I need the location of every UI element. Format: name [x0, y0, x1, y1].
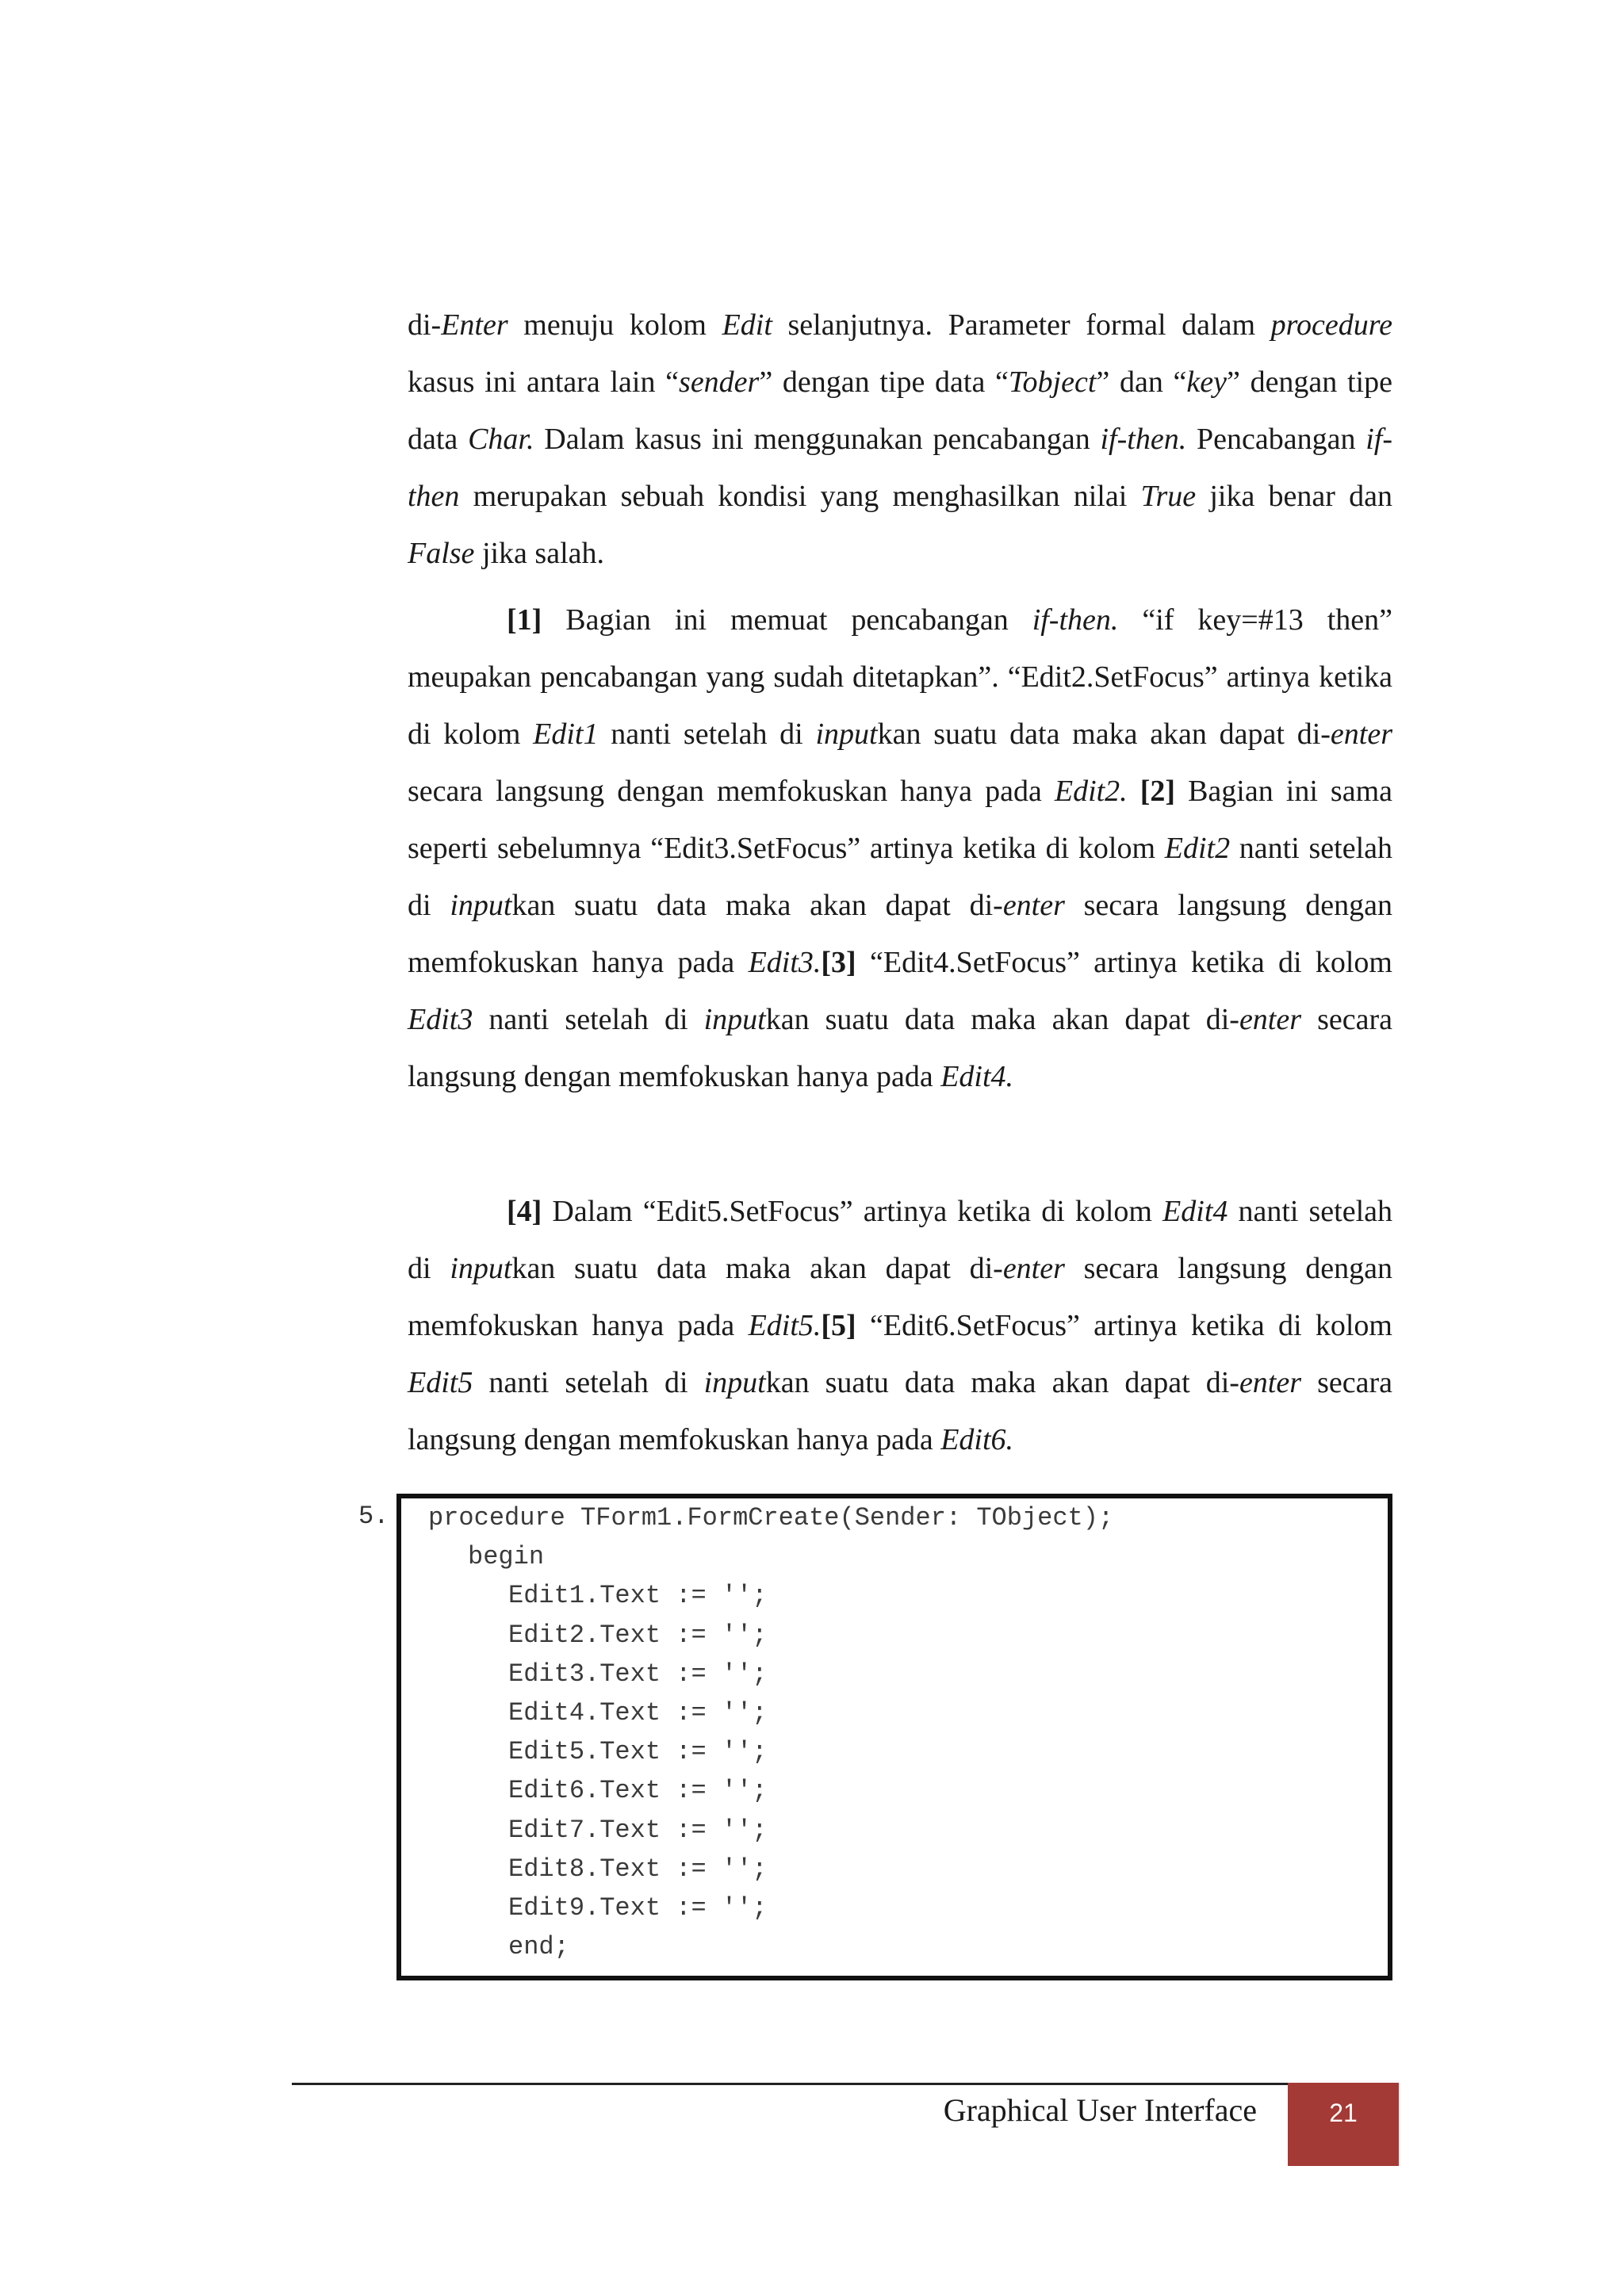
text-run: kan suatu data maka akan dapat di-: [511, 1252, 1003, 1285]
code-line: Edit4.Text := '';: [508, 1698, 768, 1728]
italic-term: enter: [1002, 1252, 1065, 1285]
text-run: “Edit6.SetFocus” artinya ketika di kolom: [856, 1309, 1392, 1342]
italic-term: True: [1140, 480, 1197, 513]
italic-term: procedure: [1270, 308, 1392, 342]
text-run: secara langsung dengan memfokuskan hanya pada: [408, 1003, 1392, 1093]
text-run: Bagian ini memuat pencabangan: [542, 603, 1032, 637]
italic-term: sender: [679, 365, 760, 399]
italic-term: Edit5.: [748, 1309, 822, 1342]
italic-term: Edit2: [1164, 832, 1231, 865]
code-line: Edit6.Text := '';: [508, 1776, 768, 1806]
italic-term: Edit3: [408, 1003, 473, 1036]
body-paragraph-2: [408, 591, 1392, 1105]
italic-term: Edit: [722, 308, 772, 342]
text-run: selanjutnya. Parameter formal dalam: [772, 308, 1271, 342]
italic-term: Edit2.: [1054, 775, 1128, 808]
text-run: di-: [408, 308, 442, 342]
text-run: secara langsung dengan memfokuskan hanya pada: [408, 1252, 1392, 1342]
text-run: jika benar dan: [1196, 480, 1392, 513]
italic-term: Enter: [441, 308, 508, 342]
italic-term: input: [703, 1366, 766, 1399]
text-run: Dalam “Edit5.SetFocus” artinya ketika di kolom: [542, 1195, 1163, 1228]
code-line: Edit2.Text := '';: [508, 1620, 768, 1650]
italic-term: Edit5: [408, 1366, 473, 1399]
text-run: [1128, 775, 1140, 808]
italic-term: input: [450, 1252, 512, 1285]
text-run: Bagian ini sama seperti sebelumnya “Edit3.SetFocus” artinya ketika di kolom: [408, 775, 1392, 865]
text-run: jika salah.: [474, 537, 604, 570]
code-line: Edit1.Text := '';: [508, 1581, 768, 1611]
text-run: kasus ini antara lain “: [408, 365, 680, 399]
italic-term: if-then.: [1032, 603, 1119, 637]
text-run: “Edit4.SetFocus” artinya ketika di kolom: [856, 946, 1392, 979]
italic-term: False: [408, 537, 475, 570]
body-paragraph-1: [408, 297, 1392, 582]
code-line: begin: [468, 1542, 545, 1572]
code-listing-number: 5.: [358, 1502, 389, 1531]
italic-term: key: [1186, 365, 1227, 399]
italic-term: if-then.: [1100, 423, 1187, 456]
italic-term: Edit6.: [940, 1423, 1014, 1456]
italic-term: input: [450, 889, 512, 922]
text-run: secara langsung dengan memfokuskan hanya pada: [408, 889, 1392, 979]
italic-term: input: [815, 718, 878, 751]
text-run: nanti setelah di: [473, 1366, 704, 1399]
text-run: ” dan “: [1096, 365, 1187, 399]
code-line: end;: [508, 1932, 569, 1962]
text-run: kan suatu data maka akan dapat di-: [765, 1366, 1239, 1399]
italic-term: Edit1: [533, 718, 599, 751]
code-line: Edit5.Text := '';: [508, 1737, 768, 1767]
italic-term: Edit4: [1162, 1195, 1228, 1228]
code-line: Edit9.Text := '';: [508, 1893, 768, 1923]
paragraph-text: [408, 1183, 1392, 1468]
text-run: nanti setelah di: [473, 1003, 704, 1036]
italic-term: Edit3.: [748, 946, 822, 979]
text-run: “if key=#13 then” meupakan pencabangan yang sudah ditetapkan”. “Edit2.SetFocus” artinya ketika di kolom: [408, 603, 1392, 751]
italic-term: enter: [1002, 889, 1065, 922]
text-run: nanti setelah di: [408, 832, 1392, 922]
text-run: nanti setelah di: [598, 718, 816, 751]
code-line: procedure TForm1.FormCreate(Sender: TObject);: [428, 1503, 1114, 1533]
text-run: secara langsung dengan memfokuskan hanya pada: [408, 775, 1055, 808]
text-run: menuju kolom: [508, 308, 722, 342]
text-run: ” dengan tipe data: [408, 365, 1392, 456]
text-run: kan suatu data maka akan dapat di-: [877, 718, 1331, 751]
page-number-badge: [1288, 2083, 1399, 2166]
text-run: secara langsung dengan memfokuskan hanya pada: [408, 1366, 1392, 1456]
code-listing-box: [396, 1494, 1392, 1980]
page-number: 21: [1329, 2099, 1358, 2127]
italic-term: Tobject: [1008, 365, 1097, 399]
bold-marker: [1]: [507, 603, 542, 637]
body-paragraph-3: [408, 1183, 1392, 1468]
italic-term: Edit4.: [940, 1060, 1014, 1093]
italic-term: Char.: [468, 423, 534, 456]
paragraph-text: [408, 297, 1392, 582]
italic-term: enter: [1239, 1003, 1302, 1036]
footer-title: Graphical User Interface: [943, 2092, 1257, 2128]
code-line: Edit3.Text := '';: [508, 1659, 768, 1689]
footer-rule: [292, 2083, 1399, 2085]
code-line: Edit8.Text := '';: [508, 1854, 768, 1884]
code-line: Edit7.Text := '';: [508, 1815, 768, 1845]
italic-term: input: [703, 1003, 766, 1036]
italic-term: if-then: [408, 423, 1393, 513]
text-run: ” dengan tipe data “: [759, 365, 1009, 399]
code-lines: [428, 1498, 1113, 1966]
paragraph-text: [408, 591, 1392, 1105]
text-run: merupakan sebuah kondisi yang menghasilkan nilai: [459, 480, 1141, 513]
bold-marker: [4]: [507, 1195, 542, 1228]
text-run: Dalam kasus ini menggunakan pencabangan: [534, 423, 1101, 456]
italic-term: enter: [1330, 718, 1392, 751]
bold-marker: [2]: [1139, 775, 1176, 808]
bold-marker: [5]: [821, 1309, 856, 1342]
text-run: kan suatu data maka akan dapat di-: [511, 889, 1003, 922]
text-run: kan suatu data maka akan dapat di-: [765, 1003, 1239, 1036]
italic-term: enter: [1239, 1366, 1302, 1399]
text-run: Pencabangan: [1186, 423, 1366, 456]
bold-marker: [3]: [821, 946, 856, 979]
text-run: nanti setelah di: [408, 1195, 1393, 1285]
